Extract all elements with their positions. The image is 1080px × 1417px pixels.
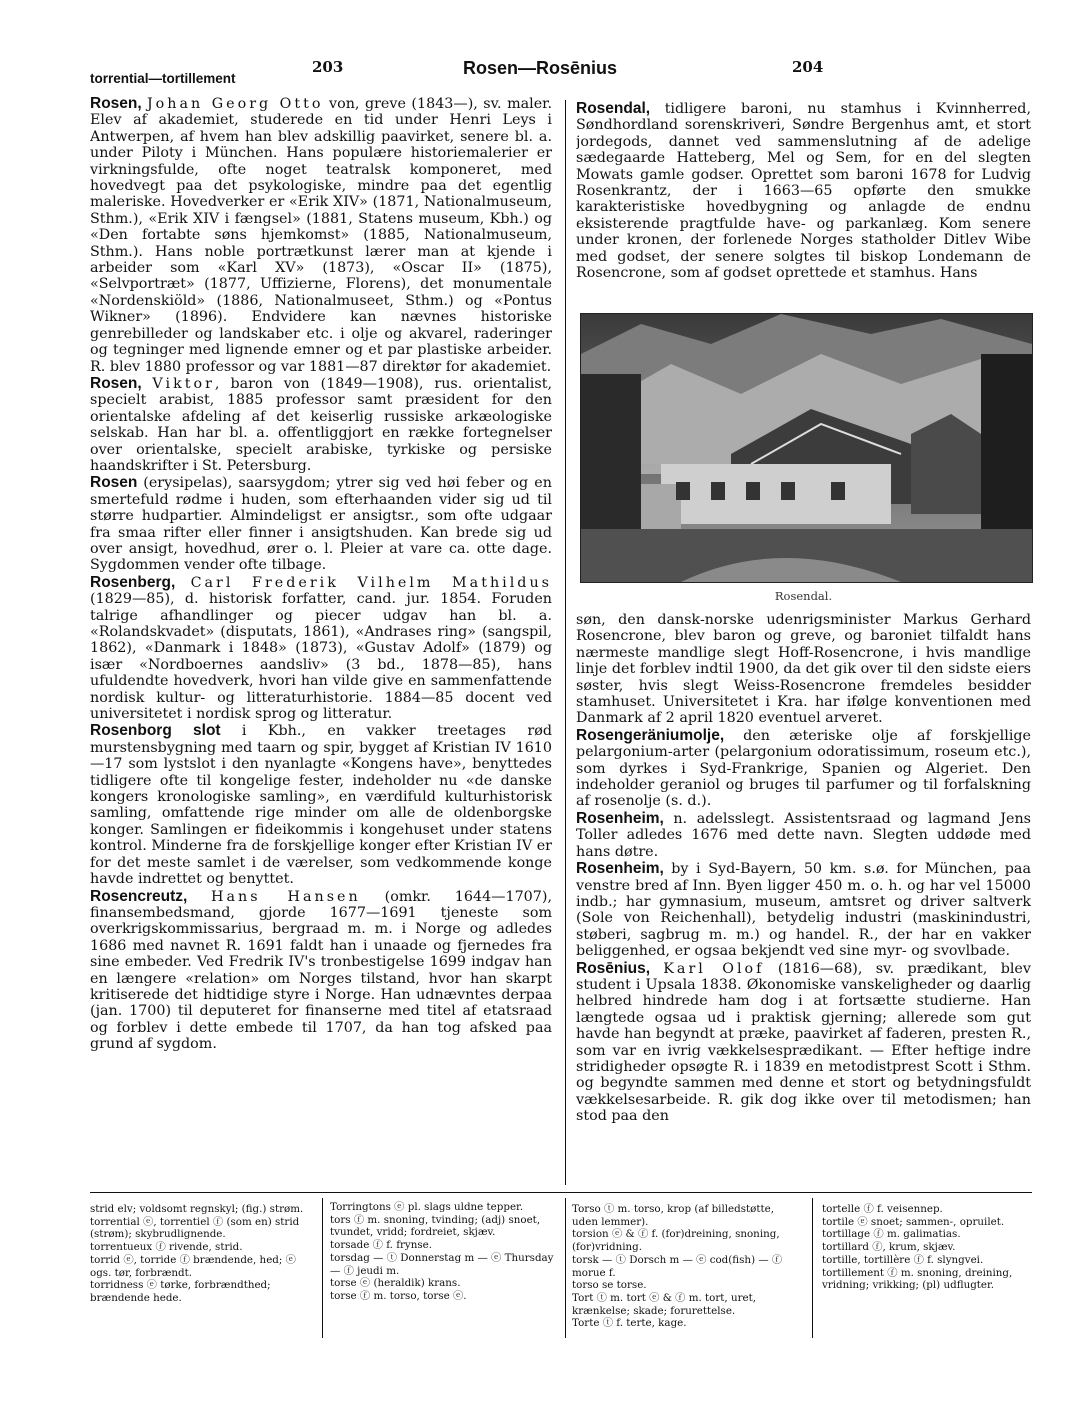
- footnote-divider-2: [565, 1198, 566, 1338]
- glossary-entry: tortile ⓔ snoet; sammen-, opruilet.: [822, 1215, 1005, 1228]
- entry-headword: Rosengeräniumolje,: [576, 726, 744, 744]
- entry: [90, 723, 552, 887]
- entry: [576, 961, 1031, 1125]
- entry-name: Karl Olof: [663, 960, 765, 977]
- entry: [90, 376, 552, 474]
- page-number-right: 204: [792, 58, 824, 76]
- entry-headword: Rosēnius,: [576, 959, 664, 977]
- entry: [576, 861, 1031, 959]
- right-column-top: [576, 101, 1031, 297]
- entry-text: (erysipelas), saarsygdom; ytrer sig ved høi feber og en smertefuld rødme i huden, som efterhaanden vider sig ud til større hudpartier. Almindeligst er ansigtsr., som ofte udgaar fra smaa rifter eller finner i ansigtshuden. Kan brede sig ud over ansigt, hovedhud, ører o. l. Pleier at vare ca. otte dage. Sygdommen vender ofte tilbage.: [90, 475, 552, 574]
- entry-name: Hans Hansen: [211, 888, 361, 905]
- glossary-entry: torrential ⓔ, torrentiel ⓕ (som en) strid (strøm); skybrudlignende.: [90, 1215, 300, 1241]
- footnote-rule: [90, 1192, 1032, 1193]
- entry: [576, 101, 1031, 281]
- right-column-bottom: [576, 612, 1031, 1187]
- glossary-entry: torse ⓕ m. torso, torse ⓔ.: [330, 1289, 467, 1302]
- entry-text: (1829—85), d. historisk forfatter, cand. jur. 1854. Foruden talrige afhandlinger og piecer udgav han bl. a. «Rolandskvadet» (disputats, 1861), «Andrases ring» (sangspil, 1862), «Danmark i 1848» (1873), «Gustav Adolf» (1879) og især «Nordboernes aandsliv» (3 bd., 1878—85), hans ufuldendte hovedverk, hvori han vilde give en sammenfattende nordisk kultur- og litteraturhistorie. 1884—85 docent ved universitetet i nordisk sprog og litteratur.: [90, 591, 552, 723]
- glossary-entry: torsk — ⓣ Dorsch m — ⓔ cod(fish) — ⓕ morue f.: [572, 1253, 783, 1279]
- footnote-divider-1: [322, 1198, 323, 1338]
- entry-text: (omkr. 1644—1707), finansembedsmand, gjorde 1677—1691 tjeneste som overkrigskommissarius, bergraad m. m. i Norge og adledes 1686 med navnet R. 1691 faldt han i unaade og fjernedes fra sine embeder. Ved Fredrik IV's tronbestigelse 1699 indgav han en længere «relation» om Norges tilstand, hvor han skarpt kritiserede det hidtidige styre i Norge. Han udnævntes derpaa (jan. 1700) til deputeret for finanserne med titel af etatsraad og forblev i dette embede til 1707, da han tog afsked paa grund af sygdom.: [90, 888, 552, 1053]
- entry-text: n. adelsslegt. Assistentsraad og lagmand Jens Toller adledes 1676 med dette navn. Slegten uddøde med hans døtre.: [576, 810, 1031, 860]
- entry-headword: Rosen,: [90, 96, 147, 112]
- entry: [576, 728, 1031, 810]
- glossary-entry: torsion ⓔ & ⓕ f. (for)dreining, snoning, (for)vridning.: [572, 1228, 780, 1254]
- figure-caption: Rosendal.: [774, 589, 833, 603]
- entry-name: Viktor: [152, 375, 215, 392]
- entry-text: von, greve (1843—), sv. maler. Elev af akademiet, studerede en tid under Henri Leys i Antwerpen, af hvem han blev adskillig paavirket, senere bl. a. under Piloty i München. Hans populære historiemalerier er virkningsfulde, ofte noget teatralsk komponeret, med hovedvegt paa det psykologiske, mindre paa det egentlig maleriske. Hovedverker er «Erik XIV» (1871, Nationalmuseum, Sthm.), «Erik XIV i fængsel» (1881, Statens museum, Kbh.) og «Den fortabte søns hjemkomst» (1885, Nationalmuseum, Sthm.). Hans noble portrætkunst lærer man at kjende i arbeider som «Karl XV» (1873), «Oscar II» (1875), «Selvportræt» (1877, Uffizierne, Florens), det monumentale «Nordenskiöld» (1886, Nationalmuseet, Sthm.) og «Pontus Wikner» (1896). Endvidere kan nævnes historiske genrebilleder og landskaber etc. i olje og akvarel, raderinger og tegninger med lignende emner og et par plastiske arbeider. R. blev 1880 professor og var 1881—87 direktør for akademiet.: [90, 96, 552, 375]
- glossary-entry: Tort ⓣ m. tort ⓔ & ⓕ m. tort, uret, krænkelse; skade; forurettelse.: [572, 1291, 757, 1317]
- left-column: [90, 96, 552, 1183]
- glossary-column-1: [90, 1203, 315, 1305]
- glossary-entry: torse ⓔ (heraldik) krans.: [330, 1277, 461, 1290]
- entry-headword: Rosendal,: [576, 101, 665, 117]
- entry-text: , baron von (1849—1908), rus. orientalist, specielt arabist, 1885 professor samt præsident for den orientalske afdeling af det keiserlig russiske arkæologiske selskab. Han har bl. a. offentliggjort en række fortegnelser over orientalske, specielt arabiske, tyrkiske og persiske haandskrifter i St. Petersburg.: [90, 375, 552, 474]
- glossary-entry: torsade ⓕ f. frynse.: [330, 1239, 433, 1252]
- glossary-column-3: [572, 1203, 797, 1330]
- page-number-left: 203: [312, 58, 344, 76]
- entry: [576, 811, 1031, 860]
- guide-words: torrential—tortillement: [90, 71, 236, 86]
- entry: [90, 96, 552, 375]
- entry-name: Johan Georg Otto: [146, 96, 324, 112]
- footnote-divider-3: [812, 1198, 813, 1338]
- glossary-entry: torsdag — ⓣ Donnerstag m — ⓔ Thursday — ⓕ jeudi m.: [330, 1251, 554, 1277]
- entry-text: den æteriske olje af forskjellige pelargonium-arter (pelargonium odoratissimum, roseum etc.), som dyrkes i Syd-Frankrige, Spanien og Algeriet. Den indeholder geraniol og bruges til parfumer og til forfalskning af rosenolje (s. d.).: [576, 727, 1031, 810]
- glossary-column-4: [822, 1203, 1032, 1292]
- glossary-entry: tortille, tortillère ⓕ f. slyngvei.: [822, 1253, 984, 1266]
- glossary-entry: Torso ⓣ m. torso, krop (af billedstøtte, uden lemmer).: [572, 1203, 775, 1228]
- glossary-column-2: [330, 1201, 555, 1303]
- entry-text: i Kbh., en vakker treetages rød murstensbygning med taarn og spir, bygget af Kristian IV 1610—17 som lystslot i den nyanlagte «Kongens have», benyttedes tidligere ofte til kongelige fester, indeholder nu «de danske kongers kronologiske samling», en værdifuld kulturhistorisk samling, omfattende rige minder om alle de oldenborgske konger. Samlingen er fideikommis i kongehuset under statens kontrol. Minderne fra de forskjellige konger efter Kristian IV er for det meste samlet i de værelser, som vedkommende konge havde indrettet og benyttet.: [90, 723, 552, 888]
- entry-name: Carl Frederik Vilhelm Mathildus: [190, 574, 552, 591]
- entry: [576, 612, 1031, 727]
- entry-headword: Rosenheim,: [576, 809, 674, 827]
- entry-headword: Rosen,: [90, 374, 153, 392]
- glossary-entry: Torringtons ⓔ pl. slags uldne tepper.: [330, 1201, 524, 1213]
- entry-text: (1816—68), sv. prædikant, blev student i Upsala 1838. Økonomiske vanskeligheder og daarlig helbred hindrede ham dog i at fortsætte studierne. Han længtede ogsaa ud i praktisk gjerning; allerede som gut havde han begyndt at præke, paavirket af faderen, presten R., som var en ivrig vækkelsesprædikant. — Efter heftige indre stridigheder opsøgte R. i 1839 en metodistprest Scott i Sthm. og begyndte sammen med denne et stort og betydningsfuldt vækkelsesarbeide. R. gik dog ikke over til metodismen; han stod paa den: [576, 960, 1031, 1125]
- glossary-entry: torrentueux ⓕ rivende, strid.: [90, 1241, 243, 1254]
- entry-headword: Rosenberg,: [90, 573, 191, 591]
- glossary-entry: torridness ⓔ tørke, forbrændthed; brændende hede.: [90, 1279, 271, 1304]
- entry-text: søn, den dansk-norske udenrigsminister Markus Gerhard Rosencrone, blev baron og greve, og baroniet tilfaldt hans nærmeste mandlige slegt Hoff-Rosencrone, i hvis mandlige linje det forblev indtil 1900, da det gik over til den sidste eiers søster, hvis slegt Weiss-Rosencrone fremdeles besidder stamhuset. Universitetet i Kra. har ifølge konventionen med Danmark af 2 april 1820 eventuel arveret.: [576, 612, 1031, 727]
- entry-headword: Rosenborg slot: [90, 722, 242, 740]
- column-divider: [565, 100, 566, 1185]
- glossary-entry: strid elv; voldsomt regnskyl; (fig.) strøm.: [90, 1203, 304, 1215]
- page-title: Rosen—Rosēnius: [462, 58, 618, 78]
- glossary-entry: torso se torse.: [572, 1279, 647, 1292]
- entry: [90, 575, 552, 723]
- rosendal-photo: [580, 313, 1033, 583]
- entry-text: tidligere baroni, nu stamhus i Kvinnherred, Søndhordland sorenskriveri, Søndre Bergenhus amt, et stort jordegods, dannet ved sammenslutning af de adelige sædegaarde Hatteberg, Mel og Sem, for en del slegten Mowats gamle godser. Oprettet som baroni 1678 for Ludvig Rosenkrantz, der i 1663—65 opførte den smukke karakteristiske hovedbygning og anlagde de endnu eksisterende pragtfulde have- og parkanlæg. Kom senere under kronen, der forlenede Norges statholder Ditlev Wibe med godset, der senere solgtes til biskop Londemann de Rosencrone, som af godset oprettede et stamhus. Hans: [576, 101, 1031, 282]
- glossary-entry: tors ⓕ m. snoning, tvinding; (adj) snoet, tvundet, vridd; fordreiet, skjæv.: [330, 1213, 541, 1239]
- glossary-entry: tortillard ⓕ, krum, skjæv.: [822, 1241, 956, 1254]
- glossary-entry: tortillement ⓕ m. snoning, dreining, vridning; vrikking; (pl) udflugter.: [822, 1266, 1013, 1292]
- entry-text: by i Syd-Bayern, 50 km. s.ø. for München, paa venstre bred af Inn. Byen ligger 450 m. o. h. og har vel 15000 indb.; har gymnasium, museum, amtsret og driver saltverk (Sole von Reichenhall), betydelig industri (maskinindustri, støberi, sagbrug m. m.) og handel. R., der har en vakker beliggenhed, er ogsaa bekjendt ved sine myr- og svovlbade.: [576, 861, 1031, 960]
- glossary-entry: tortillage ⓕ m. galimatias.: [822, 1228, 961, 1241]
- entry: [90, 889, 552, 1053]
- entry: [90, 475, 552, 573]
- glossary-entry: tortelle ⓕ f. veisennep.: [822, 1203, 943, 1215]
- entry-headword: Rosencreutz,: [90, 887, 212, 905]
- glossary-entry: torrid ⓔ, torride ⓕ brændende, hed; ⓔ ogs. tør, forbrændt.: [90, 1253, 296, 1279]
- entry-headword: Rosenheim,: [576, 860, 672, 878]
- entry-headword: Rosen: [90, 474, 144, 492]
- glossary-entry: Torte ⓣ f. terte, kage.: [572, 1317, 687, 1330]
